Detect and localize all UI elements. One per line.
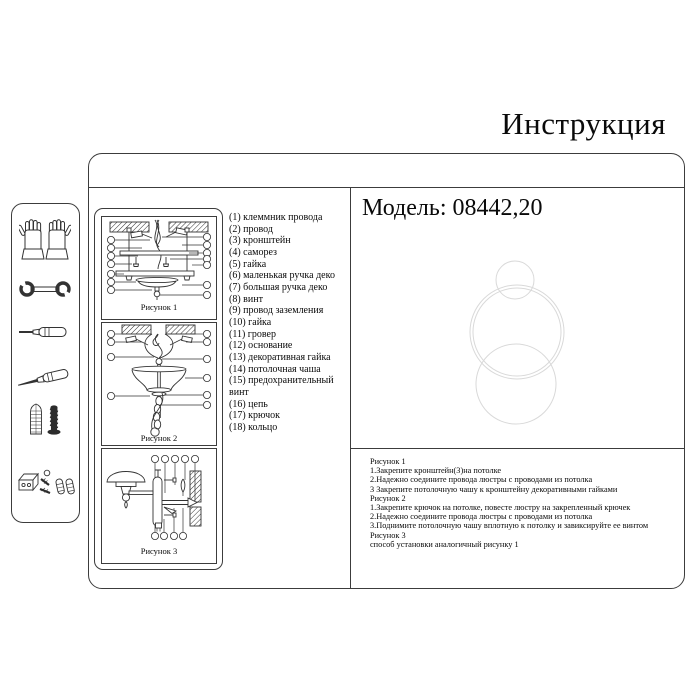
figures-panel bbox=[94, 208, 223, 570]
parts-list bbox=[229, 212, 353, 433]
part-item: (9) провод заземления bbox=[229, 305, 324, 317]
part-item: (7) большая ручка деко bbox=[229, 281, 328, 293]
part-item: (3) кронштейн bbox=[229, 235, 291, 247]
figure-2-caption: Рисунок 2 bbox=[140, 433, 178, 443]
instruction-line: 1.Закрепите кронштейн(3)на потолке bbox=[370, 466, 502, 476]
flat-screwdriver-icon bbox=[17, 322, 73, 347]
watermark-circles bbox=[455, 253, 580, 431]
part-item: (17) крючок bbox=[229, 410, 280, 422]
instruction-line: способ установки аналогичный рисунку 1 bbox=[370, 539, 519, 549]
part-item: (10) гайка bbox=[229, 316, 272, 328]
main-frame bbox=[88, 153, 685, 589]
instruction-line: Рисунок 3 bbox=[370, 530, 406, 540]
part-item: (16) цепь bbox=[229, 398, 268, 410]
figure-1-caption: Рисунок 1 bbox=[140, 302, 178, 312]
part-item: (18) кольцо bbox=[229, 421, 278, 433]
instruction-line: Рисунок 1 bbox=[370, 457, 406, 466]
installation-instructions bbox=[370, 457, 680, 549]
header-divider-line bbox=[89, 187, 684, 188]
part-item: (8) винт bbox=[229, 293, 263, 305]
part-item: (11) гровер bbox=[229, 328, 276, 340]
part-item: (1) клеммник провода bbox=[229, 212, 323, 223]
screw-and-wall-plug-icon bbox=[26, 402, 66, 445]
instruction-line: 3.Поднимите потолочную чашу вплотную к потолку и завиксируйте ее винтом bbox=[370, 521, 649, 531]
part-item: (4) саморез bbox=[229, 246, 277, 258]
part-item: (6) маленькая ручка деко bbox=[229, 270, 335, 282]
part-item: (5) гайка bbox=[229, 258, 267, 270]
figure-3-caption: Рисунок 3 bbox=[140, 546, 178, 556]
model-number: Модель: 08442,20 bbox=[362, 195, 543, 221]
gloves-icon bbox=[19, 219, 71, 268]
part-item: (2) провод bbox=[229, 223, 273, 235]
instruction-line: 3 Закрепите потолочную чашу к кронштейну декоративными гайками bbox=[370, 484, 618, 494]
part-item: (15) предохранительный винт bbox=[229, 375, 334, 398]
instruction-line: 1.Закрепите крючок на потолке, повесте люстру на закрепленный крючек bbox=[370, 503, 631, 513]
wrench-icon bbox=[18, 276, 72, 307]
mounting-hardware-icon bbox=[16, 466, 76, 503]
figure-1 bbox=[101, 216, 217, 320]
instruction-line: 2.Надежно соедините провода люстры с проводами из потолка bbox=[370, 475, 593, 485]
instructions-divider-line bbox=[350, 448, 684, 449]
angled-screwdriver-icon bbox=[17, 362, 73, 395]
instruction-line: 2.Надежно соедините провода люстры с проводами из потолка bbox=[370, 512, 593, 522]
instruction-line: Рисунок 2 bbox=[370, 493, 406, 503]
figure-3 bbox=[101, 448, 217, 564]
part-item: (12) основание bbox=[229, 340, 293, 352]
page-title: Инструкция bbox=[501, 106, 666, 141]
tools-sidebar bbox=[11, 203, 80, 523]
part-item: (13) декоративная гайка bbox=[229, 351, 331, 363]
figure-2 bbox=[101, 322, 217, 446]
part-item: (14) потолочная чаша bbox=[229, 363, 321, 375]
